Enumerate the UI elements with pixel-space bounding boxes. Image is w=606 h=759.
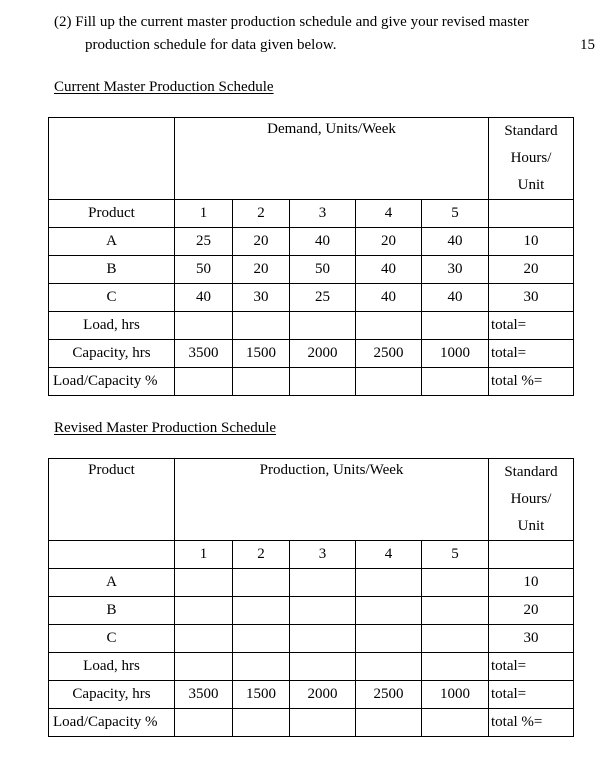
demand-cell: 40 bbox=[175, 284, 233, 312]
capacity-total[interactable]: total= bbox=[489, 340, 574, 368]
week-2: 2 bbox=[233, 541, 290, 569]
production-cell[interactable] bbox=[175, 597, 233, 625]
product-name: C bbox=[49, 625, 175, 653]
ratio-label: Load/Capacity % bbox=[49, 368, 175, 396]
std-hours-cell: 20 bbox=[489, 597, 574, 625]
production-cell[interactable] bbox=[233, 597, 290, 625]
week-3: 3 bbox=[290, 541, 356, 569]
production-cell[interactable] bbox=[422, 597, 489, 625]
capacity-total[interactable]: total= bbox=[489, 681, 574, 709]
production-cell[interactable] bbox=[356, 569, 422, 597]
week-3: 3 bbox=[290, 200, 356, 228]
production-cell[interactable] bbox=[290, 597, 356, 625]
load-cell[interactable] bbox=[356, 653, 422, 681]
revised-row-a bbox=[49, 569, 574, 597]
std-header-line-1: Standard bbox=[504, 464, 558, 480]
load-label: Load, hrs bbox=[49, 312, 175, 340]
week-5: 5 bbox=[422, 200, 489, 228]
current-row-b bbox=[49, 256, 574, 284]
current-std-header bbox=[489, 118, 574, 200]
capacity-cell: 2000 bbox=[290, 340, 356, 368]
demand-cell: 40 bbox=[356, 256, 422, 284]
current-header-row bbox=[49, 118, 574, 200]
week-4: 4 bbox=[356, 200, 422, 228]
product-name: B bbox=[49, 256, 175, 284]
question-points: 15 bbox=[580, 37, 595, 53]
current-schedule-title: Current Master Production Schedule bbox=[54, 79, 274, 95]
std-hours-cell: 20 bbox=[489, 256, 574, 284]
demand-cell: 50 bbox=[175, 256, 233, 284]
load-cell[interactable] bbox=[356, 312, 422, 340]
week-row-product-blank bbox=[49, 541, 175, 569]
load-cell[interactable] bbox=[233, 312, 290, 340]
demand-cell: 40 bbox=[290, 228, 356, 256]
revised-capacity-row bbox=[49, 681, 574, 709]
production-cell[interactable] bbox=[175, 625, 233, 653]
production-cell[interactable] bbox=[290, 569, 356, 597]
production-cell[interactable] bbox=[422, 625, 489, 653]
question-line-1: (2) Fill up the current master production schedule and give your revised master bbox=[54, 14, 529, 30]
capacity-cell: 2000 bbox=[290, 681, 356, 709]
current-schedule-table bbox=[48, 117, 574, 396]
revised-header-row bbox=[49, 459, 574, 541]
capacity-cell: 3500 bbox=[175, 681, 233, 709]
ratio-cell[interactable] bbox=[356, 368, 422, 396]
ratio-cell[interactable] bbox=[175, 368, 233, 396]
demand-cell: 50 bbox=[290, 256, 356, 284]
ratio-cell[interactable] bbox=[422, 368, 489, 396]
load-label: Load, hrs bbox=[49, 653, 175, 681]
capacity-cell: 2500 bbox=[356, 340, 422, 368]
week-2: 2 bbox=[233, 200, 290, 228]
current-row-a bbox=[49, 228, 574, 256]
revised-row-b bbox=[49, 597, 574, 625]
production-cell[interactable] bbox=[233, 625, 290, 653]
std-header-line-1: Standard bbox=[504, 123, 558, 139]
ratio-total[interactable]: total %= bbox=[489, 368, 574, 396]
current-product-label: Product bbox=[49, 200, 175, 228]
demand-cell: 40 bbox=[422, 228, 489, 256]
ratio-cell[interactable] bbox=[233, 709, 290, 737]
revised-load-row bbox=[49, 653, 574, 681]
std-header-line-3: Unit bbox=[517, 518, 545, 534]
capacity-cell: 3500 bbox=[175, 340, 233, 368]
week-1: 1 bbox=[175, 541, 233, 569]
product-name: C bbox=[49, 284, 175, 312]
load-cell[interactable] bbox=[175, 653, 233, 681]
week-row-std-blank bbox=[489, 200, 574, 228]
revised-schedule-table bbox=[48, 458, 574, 737]
week-1: 1 bbox=[175, 200, 233, 228]
demand-cell: 30 bbox=[233, 284, 290, 312]
load-total[interactable]: total= bbox=[489, 312, 574, 340]
production-cell[interactable] bbox=[290, 625, 356, 653]
ratio-cell[interactable] bbox=[233, 368, 290, 396]
product-name: A bbox=[49, 569, 175, 597]
demand-cell: 25 bbox=[290, 284, 356, 312]
demand-cell: 20 bbox=[233, 228, 290, 256]
load-cell[interactable] bbox=[175, 312, 233, 340]
current-row-c bbox=[49, 284, 574, 312]
demand-cell: 25 bbox=[175, 228, 233, 256]
current-capacity-row bbox=[49, 340, 574, 368]
ratio-cell[interactable] bbox=[422, 709, 489, 737]
week-4: 4 bbox=[356, 541, 422, 569]
capacity-cell: 1000 bbox=[422, 340, 489, 368]
current-header-blank bbox=[49, 118, 175, 200]
revised-std-header bbox=[489, 459, 574, 541]
revised-week-row bbox=[49, 541, 574, 569]
ratio-label: Load/Capacity % bbox=[49, 709, 175, 737]
std-hours-cell: 10 bbox=[489, 569, 574, 597]
capacity-label: Capacity, hrs bbox=[49, 340, 175, 368]
ratio-cell[interactable] bbox=[290, 368, 356, 396]
capacity-cell: 1500 bbox=[233, 340, 290, 368]
std-hours-cell: 10 bbox=[489, 228, 574, 256]
load-cell[interactable] bbox=[422, 653, 489, 681]
production-cell[interactable] bbox=[356, 597, 422, 625]
revised-ratio-row bbox=[49, 709, 574, 737]
capacity-label: Capacity, hrs bbox=[49, 681, 175, 709]
demand-cell: 40 bbox=[356, 284, 422, 312]
revised-schedule-title: Revised Master Production Schedule bbox=[54, 420, 277, 436]
load-cell[interactable] bbox=[422, 312, 489, 340]
product-name: B bbox=[49, 597, 175, 625]
production-cell[interactable] bbox=[233, 569, 290, 597]
demand-cell: 20 bbox=[356, 228, 422, 256]
demand-cell: 40 bbox=[422, 284, 489, 312]
load-cell[interactable] bbox=[290, 653, 356, 681]
ratio-cell[interactable] bbox=[356, 709, 422, 737]
ratio-cell[interactable] bbox=[290, 709, 356, 737]
ratio-cell[interactable] bbox=[175, 709, 233, 737]
load-cell[interactable] bbox=[290, 312, 356, 340]
current-ratio-row bbox=[49, 368, 574, 396]
demand-cell: 30 bbox=[422, 256, 489, 284]
production-cell[interactable] bbox=[175, 569, 233, 597]
capacity-cell: 1000 bbox=[422, 681, 489, 709]
current-load-row bbox=[49, 312, 574, 340]
demand-cell: 20 bbox=[233, 256, 290, 284]
production-cell[interactable] bbox=[422, 569, 489, 597]
std-header-line-2: Hours/ bbox=[510, 491, 552, 507]
current-demand-header: Demand, Units/Week bbox=[175, 118, 489, 200]
ratio-total[interactable]: total %= bbox=[489, 709, 574, 737]
capacity-cell: 2500 bbox=[356, 681, 422, 709]
std-header-line-3: Unit bbox=[517, 177, 545, 193]
std-header-line-2: Hours/ bbox=[510, 150, 552, 166]
product-name: A bbox=[49, 228, 175, 256]
current-week-row bbox=[49, 200, 574, 228]
revised-product-header: Product bbox=[49, 459, 175, 541]
load-cell[interactable] bbox=[233, 653, 290, 681]
std-hours-cell: 30 bbox=[489, 284, 574, 312]
revised-production-header: Production, Units/Week bbox=[175, 459, 489, 541]
load-total[interactable]: total= bbox=[489, 653, 574, 681]
week-5: 5 bbox=[422, 541, 489, 569]
question-line-2: production schedule for data given below. bbox=[85, 37, 337, 53]
capacity-cell: 1500 bbox=[233, 681, 290, 709]
week-row-std-blank bbox=[489, 541, 574, 569]
production-cell[interactable] bbox=[356, 625, 422, 653]
std-hours-cell: 30 bbox=[489, 625, 574, 653]
revised-row-c bbox=[49, 625, 574, 653]
